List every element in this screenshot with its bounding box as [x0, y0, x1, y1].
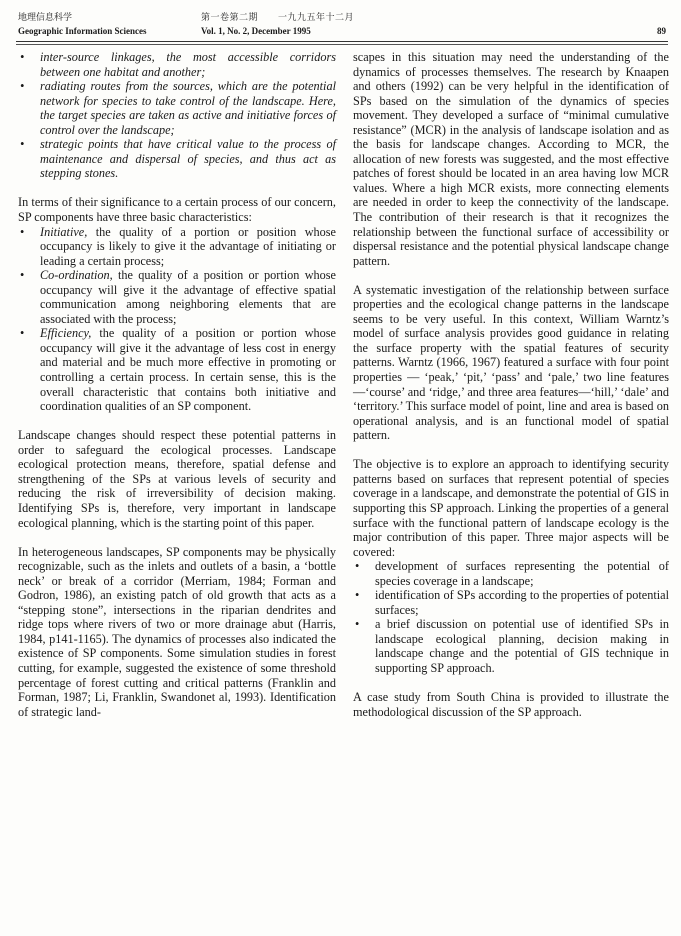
- paragraph-components-intro: In terms of their significance to a certain process of our concern, SP components have three basic characteristics:: [18, 195, 336, 225]
- bullet-icon: •: [355, 559, 360, 574]
- journal-title-chinese: 地理信息科学: [18, 12, 73, 22]
- right-column: [353, 50, 669, 719]
- list-item: • Efficiency, the quality of a position or portion whose occupancy will give it the advantage of less cost in energy and material and be much more effective in promoting or controlling a certain process. In certain sense, this is the overall characteristic that contains both initiative and coordination qualities of an SP component.: [20, 326, 336, 414]
- bullet-icon: •: [20, 268, 25, 283]
- paragraph-case-study: A case study from South China is provided to illustrate the methodological discussion of the SP approach.: [353, 690, 669, 719]
- bullet-icon: •: [20, 137, 25, 152]
- list-item: • Initiative, the quality of a portion or position whose occupancy is likely to give it the advantage of initiating or leading a certain process;: [20, 224, 336, 268]
- list-item: • a brief discussion on potential use of identified SPs in landscape ecological planning, decision making in landscape change and the potential of GIS technique in supporting SP approach.: [355, 617, 669, 675]
- header-bottom-line: [18, 26, 668, 40]
- header-rule-thick: [16, 41, 668, 42]
- left-column: [18, 50, 336, 719]
- page-number: 89: [657, 26, 666, 36]
- journal-title-english: Geographic Information Sciences: [18, 26, 147, 36]
- list-item: • Co-ordination, the quality of a position or portion whose occupancy will give it the advantage of effective spatial communication among neighboring elements that are associated with the process;: [20, 268, 336, 326]
- volume-chinese: 第一卷第二期: [201, 12, 259, 22]
- paragraph-warntz: A systematic investigation of the relationship between surface properties and the ecological change patterns in the landscape seems to be very useful. In this context, William Warntz’s model of surface analysis provides good guidance in relating the surface property with the spatial features of security patterns. Warntz (1966, 1967) featured a surface with four point properties — ‘peak,’ ‘pit,’ ‘pass’ and ‘pale,’ two line features—‘course’ and ‘ridge,’ and three area features—‘hill,’ ‘dale’ and ‘territory.’ This surface model of point, line and area is based on operational analysis, and is an functional model of spatial pattern.: [353, 282, 669, 443]
- bullet-icon: •: [20, 79, 25, 94]
- list-item: • identification of SPs according to the properties of potential surfaces;: [355, 588, 669, 617]
- list-item: • radiating routes from the sources, which are the potential network for species to take control of the landscape. Here, the target species are taken as active and initiative forces of control over the landscape;: [20, 79, 336, 137]
- paragraph-heterogeneous-landscapes: In heterogeneous landscapes, SP components may be physically recognizable, such as the inlets and outlets of a basin, a ‘bottle neck’ or break of a corridor (Merriam, 1984; Forman and Godron, 1986), an existing patch of old growth that acts as a “stepping stone”, intersections in the riparian dendrites and ridge tops where rivers of two or more drainage abut (Harris, 1984, p141-1165). The dynamics of processes also indicated the existence of SP components. Some simulation studies in forest cutting, for example, suggested the existence of some threshold percentage of forest cutting and critical patterns (Franklin and Forman, 1987; Li, Franklin, Swandonet al, 1993). Identification of strategic land-: [18, 544, 336, 719]
- term-initiative: Initiative,: [40, 224, 88, 239]
- paragraph-knaapen: scapes in this situation may need the understanding of the dynamics of processes themselves. The research by Knaapen and others (1992) can be very helpful in the identification of SPs based on the simulation of the dynamics of species movement. They developed a surface of “minimal cumulative resistance” (MCR) in the analysis of landscape isolation and as the basis for landscape changes. According to MCR, the allocation of new forests was suggested, and the most effective patches of forest should be located in an area having low MCR values. Where a high MCR exists, more connecting elements are needed in order to keep the connectivity of the landscape. The contribution of their research is that it recognizes the relationship between the functional surface of accessibility or dispersal resistance and the potential physical landscape change pattern.: [353, 50, 669, 268]
- volume-english: Vol. 1, No. 2, December 1995: [201, 26, 311, 36]
- bullet-icon: •: [355, 588, 360, 603]
- list-item: • strategic points that have critical value to the process of maintenance and dispersal of species, and thus act as stepping stones.: [20, 137, 336, 181]
- sp-component-list: [18, 50, 336, 181]
- paragraph-objective: The objective is to explore an approach to identifying security patterns based on surfaces that represent potential of species coverage in a landscape, and demonstrate the potential of GIS in supporting this SP approach. Linking the properties of a general surface with the functional pattern of landscape ecology is the major contribution of this paper. Three major aspects will be covered:: [353, 457, 670, 559]
- header-rule-thin: [16, 44, 668, 45]
- paragraph-landscape-changes: Landscape changes should respect these potential patterns in order to safeguard the ecological processes. Landscape ecological protection means, therefore, spatial defense and strengthening of the SPs at various levels of security and reducing the risk of irreversibility of decision making. Identifying SPs is, therefore, very important in landscape ecological planning, which is the starting point of this paper.: [18, 428, 336, 530]
- bullet-icon: •: [355, 617, 360, 632]
- bullet-icon: •: [20, 326, 25, 341]
- bullet-icon: •: [20, 50, 25, 64]
- aspects-list: [353, 559, 669, 675]
- bullet-icon: •: [20, 224, 25, 239]
- list-item: • inter-source linkages, the most accessible corridors between one habitat and another;: [20, 50, 336, 79]
- date-chinese: 一九九五年十二月: [278, 12, 355, 22]
- header-top-line: [18, 10, 668, 24]
- characteristics-list: [18, 225, 336, 414]
- list-item: • development of surfaces representing the potential of species coverage in a landscape;: [355, 559, 669, 588]
- term-coordination: Co-ordination,: [40, 268, 113, 283]
- term-efficiency: Efficiency,: [40, 326, 92, 341]
